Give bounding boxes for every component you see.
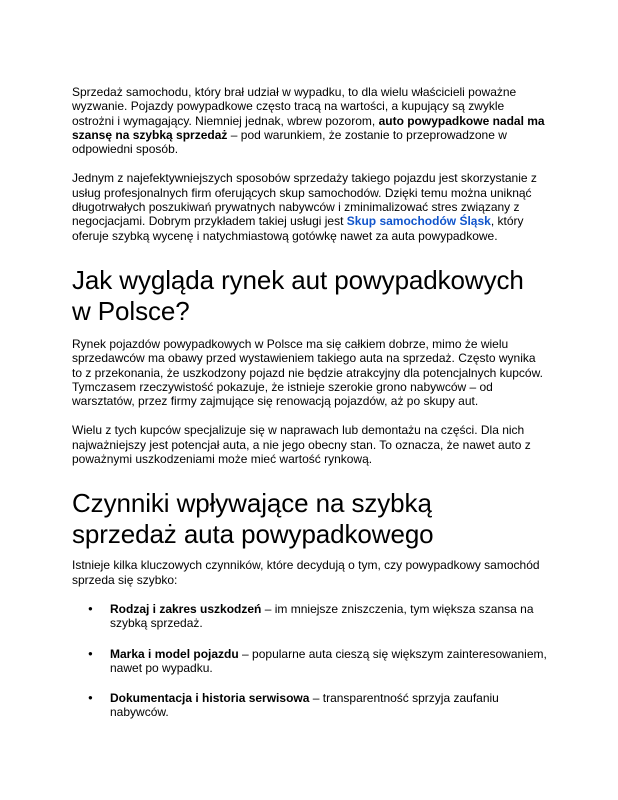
heading: Czynniki wpływające na szybką sprzedaż auta powypadkowego xyxy=(72,488,434,550)
bold-text: Dokumentacja i historia serwisowa xyxy=(110,691,310,706)
bullet-icon: ● xyxy=(88,603,93,613)
bold-text: auto powypadkowe nadal ma szansę na szybką sprzedaż xyxy=(72,113,545,142)
text: Wielu z tych kupców specjalizuje się w naprawach lub demontażu na części. Dla nich najważniejszy jest potencjał auta, a nie jego obecny stan. To oznacza, że nawet auto z poważnymi uszkodzeniami może mieć wartość rynkową. xyxy=(72,423,531,467)
intro-paragraph xyxy=(72,85,546,156)
text: – transparentność sprzyja zaufaniu nabywców. xyxy=(110,691,499,720)
text: – popularne auta cieszą się większym zainteresowaniem, nawet po wypadku. xyxy=(110,646,547,675)
list-item xyxy=(88,602,550,631)
text: Sprzedaż samochodu, który brał udział w wypadku, to dla wielu właścicieli poważne wyzwanie. Pojazdy powypadkowe często tracą na wartości, a kupujący są zwykle ostrożni i wymagający. Niemniej jednak, wbrew pozorom, xyxy=(72,85,517,128)
text: – pod warunkiem, że zostanie to przeprowadzone w odpowiedni sposób. xyxy=(72,127,507,157)
bold-text: Rodzaj i zakres uszkodzeń xyxy=(110,601,262,616)
factors-list xyxy=(72,602,546,720)
factors-intro xyxy=(72,558,546,587)
text: Istnieje kilka kluczowych czynników, które decydują o tym, czy powypadkowy samochód sprzeda się szybko: xyxy=(72,558,540,587)
bullet-icon: ● xyxy=(88,648,93,658)
bold-text: Marka i model pojazdu xyxy=(110,646,239,661)
list-item xyxy=(88,647,550,676)
market-paragraph xyxy=(72,337,546,408)
list-item xyxy=(88,691,550,720)
buyers-paragraph xyxy=(72,423,546,466)
heading-factors xyxy=(72,488,542,550)
text: – im mniejsze zniszczenia, tym większa szansa na szybką sprzedaż. xyxy=(110,601,534,631)
heading-market xyxy=(72,265,542,327)
bullet-icon: ● xyxy=(88,693,93,703)
text: Rynek pojazdów powypadkowych w Polsce ma się całkiem dobrze, mimo że wielu sprzedawców ma obawy przed wystawieniem takiego auta na sprzedaż. Często wynika to z przekonania, że uszkodzony pojazd nie będzie atrakcyjny dla potencjalnych kupców. Tymczasem rzeczywistość pokazuje, że istnieje szerokie grono nabywców – od warsztatów, przez firmy zajmujące się renowacją pojazdów, aż po skupy aut. xyxy=(72,336,543,409)
text: Jednym z najefektywniejszych sposobów sprzedaży takiego pojazdu jest skorzystanie z usług profesjonalnych firm oferujących skup samochodów. Dzięki temu można uniknąć długotrwałych poszukiwań prywatnych nabywców i zminimalizować stres związany z negocjacjami. Dobrym przykładem takiej usługi jest xyxy=(72,171,537,229)
text: , który oferuje szybką wycenę i natychmiastową gotówkę nawet za auta powypadkowe. xyxy=(72,214,524,243)
skup-link[interactable]: Skup samochodów Śląsk xyxy=(346,214,491,229)
second-paragraph xyxy=(72,171,546,242)
heading: Jak wygląda rynek aut powypadkowych w Polsce? xyxy=(72,264,524,326)
